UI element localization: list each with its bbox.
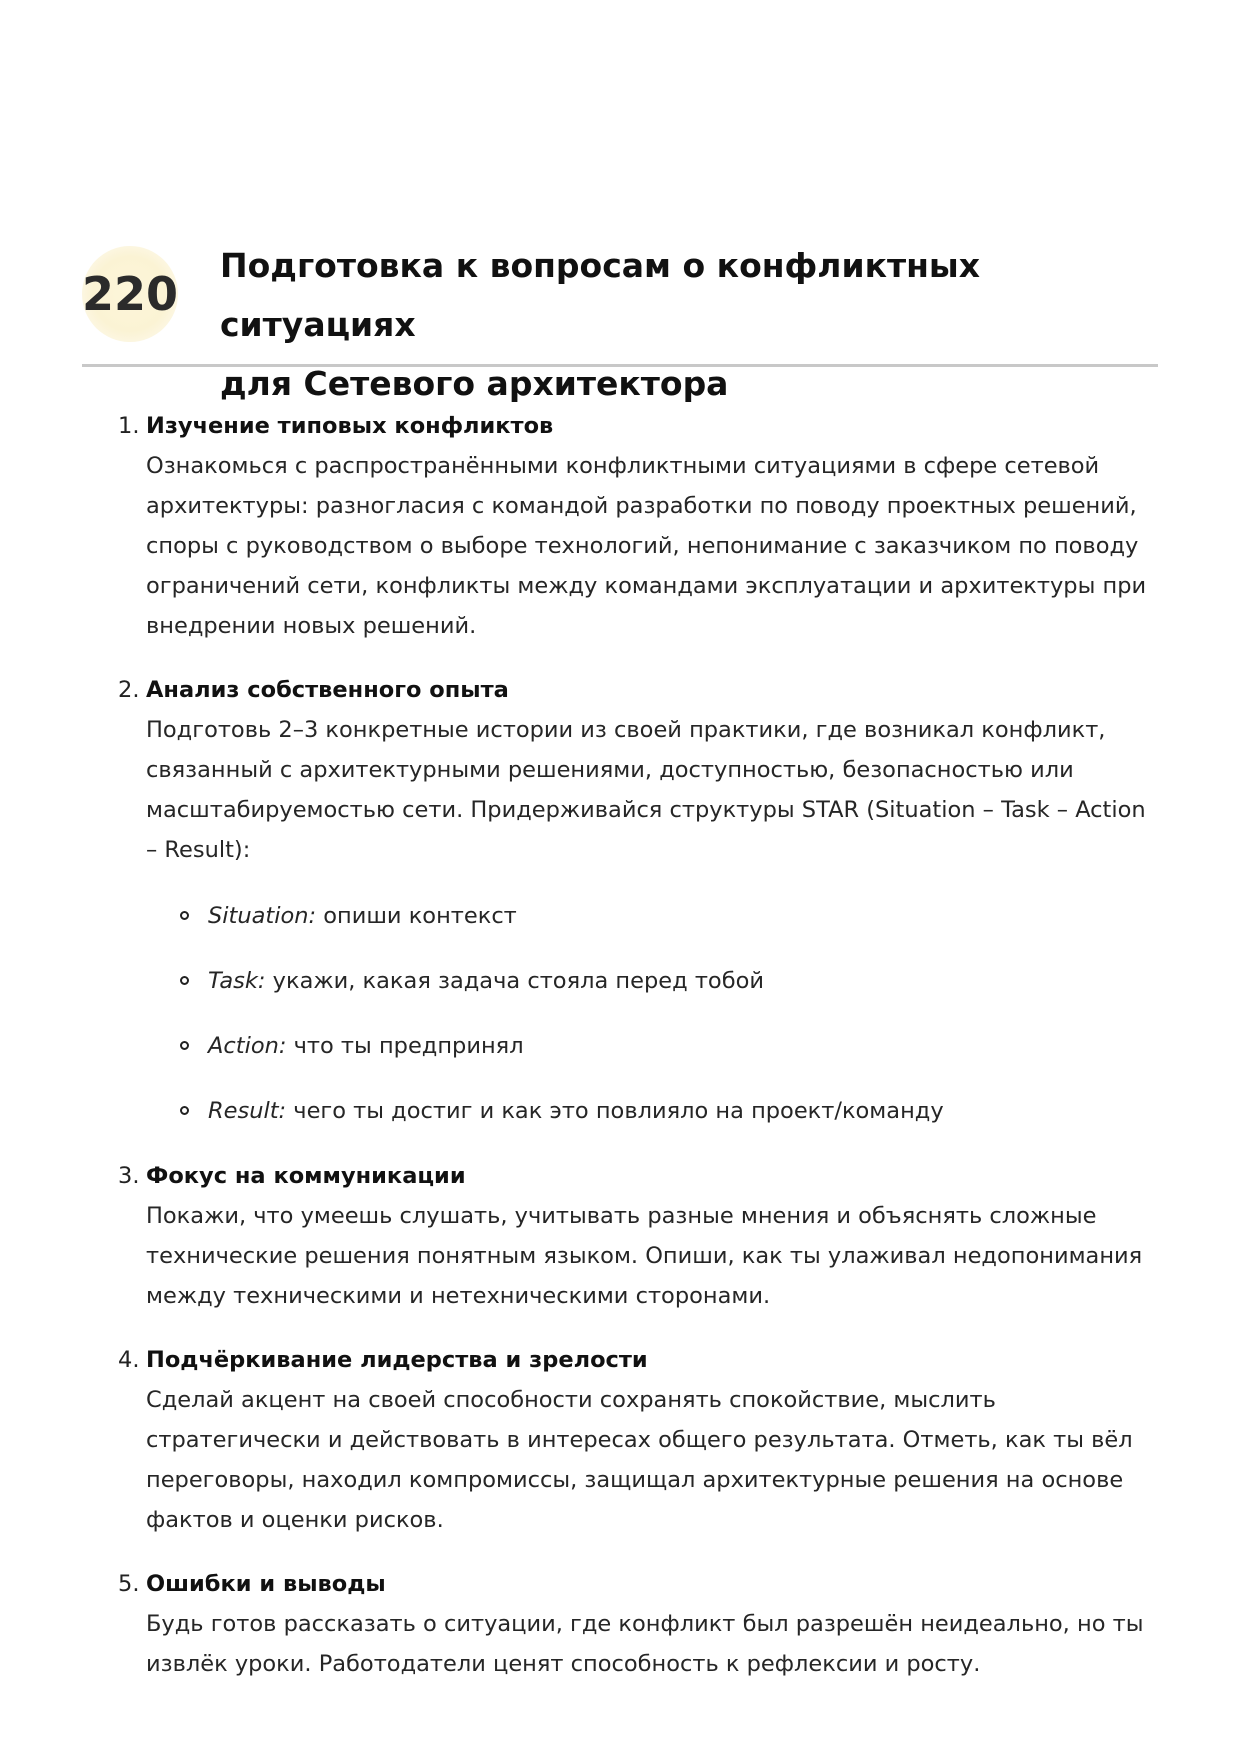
star-text: опиши контекст [316, 903, 517, 929]
star-term: Action: [208, 1033, 287, 1059]
list-item-3 [118, 1156, 1158, 1316]
list-item-body: Покажи, что умеешь слушать, учитывать разные мнения и объяснять сложные технические решения понятным языком. Опиши, как ты улаживал недопонимания между техническими и нетехническими сторонами. [146, 1203, 1143, 1309]
circle-bullet-icon [180, 1041, 189, 1050]
star-item-task [180, 961, 1158, 1001]
list-item-number: 2. [118, 677, 140, 703]
star-item-action [180, 1026, 1158, 1066]
list-item-title: Анализ собственного опыта [146, 677, 509, 703]
list-item-body: Ознакомься с распространёнными конфликтными ситуациями в сфере сетевой архитектуры: разногласия с командой разработки по поводу проектных решений, споры с руководством о выборе технологий, непонимание с заказчиком по поводу ограничений сети, конфликты между командами эксплуатации и архитектуры при внедрении новых решений. [146, 453, 1147, 639]
list-item-title: Ошибки и выводы [146, 1571, 386, 1597]
list-item-body: Будь готов рассказать о ситуации, где конфликт был разрешён неидеально, но ты извлёк уроки. Работодатели ценят способность к рефлексии и росту. [146, 1611, 1144, 1677]
list-item-number: 4. [118, 1347, 140, 1373]
circle-bullet-icon [180, 976, 189, 985]
list-item-title: Фокус на коммуникации [146, 1163, 466, 1189]
star-text: чего ты достиг и как это повлияло на проект/команду [286, 1098, 944, 1124]
star-text: что ты предпринял [286, 1033, 524, 1059]
list-item-title: Подчёркивание лидерства и зрелости [146, 1347, 648, 1373]
page-number-badge: 220 [82, 246, 178, 342]
star-sublist [146, 896, 1158, 1131]
star-item-situation [180, 896, 1158, 936]
list-item-5 [118, 1564, 1158, 1684]
circle-bullet-icon [180, 1106, 189, 1115]
star-item-result [180, 1091, 1158, 1131]
page-header [81, 236, 1158, 403]
tips-list [118, 406, 1158, 1708]
list-item-4 [118, 1340, 1158, 1540]
list-item-body: Подготовь 2–3 конкретные истории из своей практики, где возникал конфликт, связанный с архитектурными решениями, доступностью, безопасностью или масштабируемостью сети. Придерживайся структуры STAR (Situation – Task – Action – Result): [146, 717, 1146, 863]
list-item-number: 3. [118, 1163, 140, 1189]
list-item-2 [118, 670, 1158, 1131]
list-item-number: 1. [118, 413, 140, 439]
page-title [220, 236, 1180, 413]
list-item-number: 5. [118, 1571, 140, 1597]
page-title-line-1: Подготовка к вопросам о конфликтных ситуациях [220, 246, 981, 344]
list-item-title: Изучение типовых конфликтов [146, 413, 554, 439]
star-term: Result: [208, 1098, 287, 1124]
circle-bullet-icon [180, 911, 189, 920]
star-text: укажи, какая задача стояла перед тобой [265, 968, 764, 994]
star-term: Task: [208, 968, 266, 994]
list-item-body: Сделай акцент на своей способности сохранять спокойствие, мыслить стратегически и действовать в интересах общего результата. Отметь, как ты вёл переговоры, находил компромиссы, защищал архитектурные решения на основе фактов и оценки рисков. [146, 1387, 1133, 1533]
page-title-line-2: для Сетевого архитектора [220, 364, 729, 403]
star-term: Situation: [208, 903, 317, 929]
list-item-1 [118, 406, 1158, 646]
